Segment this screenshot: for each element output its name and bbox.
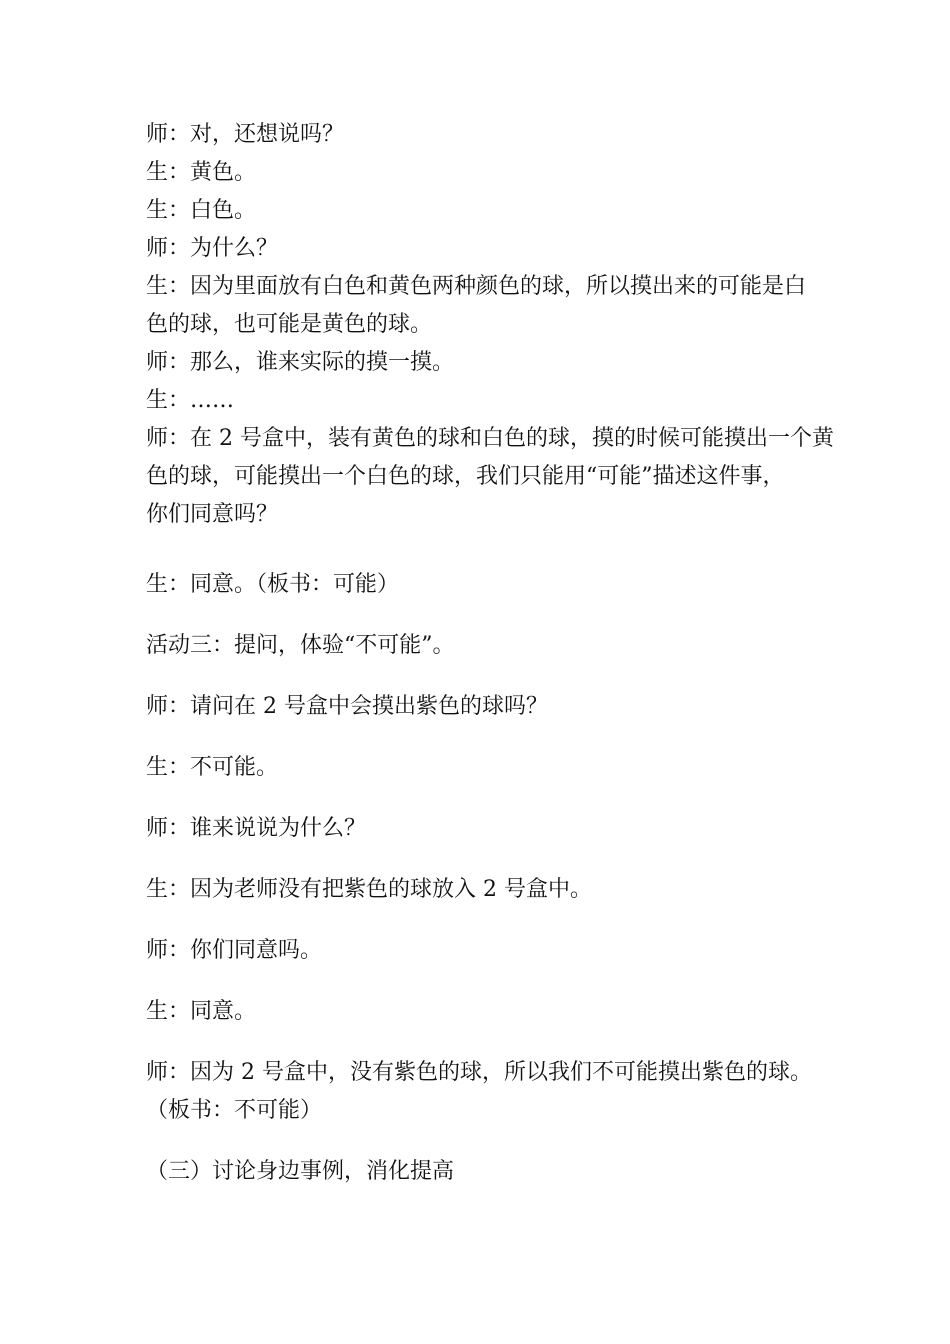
text-line: （板书：不可能） [146, 1098, 323, 1123]
paragraph-why [146, 810, 816, 848]
text-line: （三）讨论身边事例，消化提高 [146, 1159, 455, 1184]
text-line: 生：白色。 [146, 198, 257, 223]
text-line: 师：在 2 号盒中，装有黄色的球和白色的球，摸的时候可能摸出一个黄 [146, 426, 834, 451]
text-line: 师：谁来说说为什么？ [146, 816, 367, 841]
text-line: 生：同意。 [146, 999, 257, 1024]
text-line: 师：那么，谁来实际的摸一摸。 [146, 350, 455, 375]
paragraph-agree [146, 566, 816, 604]
text-line: 师：为什么？ [146, 236, 279, 261]
text-line: 生：黄色。 [146, 160, 257, 185]
text-line: 你们同意吗？ [146, 502, 279, 527]
paragraph-agree-question [146, 932, 816, 970]
text-line: 生：因为老师没有把紫色的球放入 2 号盒中。 [146, 877, 592, 902]
text-line: 色的球，可能摸出一个白色的球，我们只能用“可能”描述这件事， [146, 464, 785, 489]
text-line: 活动三：提问，体验“不可能”。 [146, 633, 455, 658]
text-line: 生：不可能。 [146, 755, 279, 780]
paragraph-conclusion [146, 1054, 816, 1130]
dialogue-block-1 [146, 116, 834, 534]
paragraph-agree-2 [146, 993, 816, 1031]
paragraph-impossible [146, 749, 816, 787]
text-line: 色的球，也可能是黄色的球。 [146, 312, 433, 337]
text-line: 师：对，还想说吗？ [146, 122, 345, 147]
text-line: 生：同意。（板书：可能） [146, 572, 400, 597]
text-line: 生：因为里面放有白色和黄色两种颜色的球，所以摸出来的可能是白 [146, 274, 807, 299]
paragraph-question-purple [146, 688, 816, 726]
text-line: 师：你们同意吗。 [146, 938, 323, 963]
text-line: 生：…… [146, 388, 235, 413]
text-line: 师：因为 2 号盒中，没有紫色的球，所以我们不可能摸出紫色的球。 [146, 1060, 812, 1085]
text-line: 师：请问在 2 号盒中会摸出紫色的球吗？ [146, 694, 548, 719]
section-heading-3 [146, 1153, 816, 1191]
paragraph-activity-3 [146, 627, 816, 665]
paragraph-reason [146, 871, 816, 909]
